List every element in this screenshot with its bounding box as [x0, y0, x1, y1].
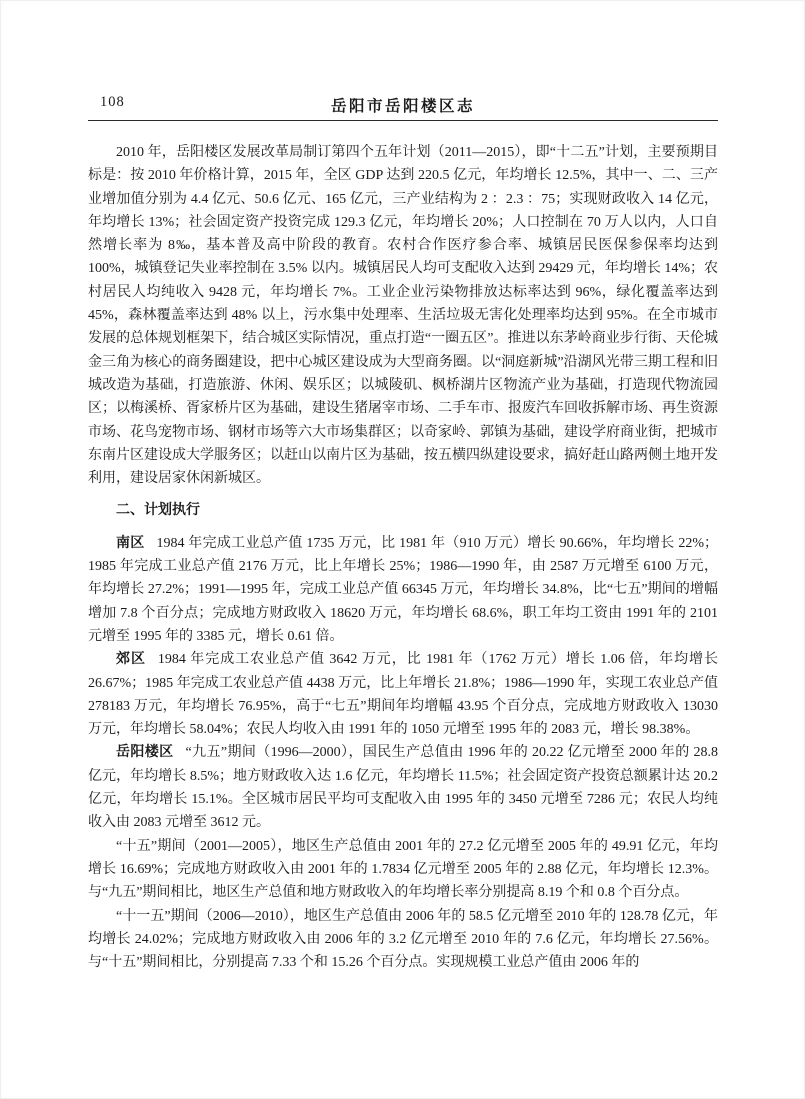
paragraph-shiyiwu — [88, 905, 718, 975]
header-rule — [88, 120, 718, 121]
paragraph-text-yueyanglou: “九五”期间（1996—2000），国民生产总值由 1996 年的 20.22 亿元增至 2000 年的 28.8 亿元，年均增长 8.5%；地方财政收入达 1.6 亿元，年均增长 11.5%；社会固定资产投资总额累计达 20.2 亿元，年均增长 15.1%。全区城市居民平均可支配收入由 1995 年的 3450 元增至 7286 元；农民人均纯收入由 2083 元增至 3612 元。 — [88, 745, 718, 831]
paragraph-label-nanqu: 南区 — [116, 535, 145, 551]
paragraph-text-nanqu: 1984 年完成工业总产值 1735 万元，比 1981 年（910 万元）增长 90.66%，年均增长 22%；1985 年完成工业总产值 2176 万元，比上年增长 25%；1986—1990 年，由 2587 万元增至 6100 万元，年均增长 27.2%；1991—1995 年，完成工业总产值 66345 万元，年均增长 34.8%，比“七五”期间的增幅增加 7.8 个百分点；完成地方财政收入 18620 万元，年均增长 68.6%，职工年均工资由 1991 年的 2101 元增至 1995 年的 3385 元，增长 0.61 倍。 — [88, 535, 719, 644]
paragraph-shiwu — [88, 835, 718, 905]
paragraph-text-shiyiwu: “十一五”期间（2006—2010），地区生产总值由 2006 年的 58.5 亿元增至 2010 年的 128.78 亿元，年均增长 24.02%；完成地方财政收入由 2006 年的 3.2 亿元增至 2010 年的 7.6 亿元，年均增长 27.56%。与“十五”期间相比，分别提高 7.33 个和 15.26 个百分点。实现规模工业总产值由 2006 年的 — [88, 908, 718, 971]
body-text — [88, 141, 718, 974]
paragraph-label-jiaoqu: 郊区 — [116, 652, 146, 668]
paragraph-text-jiaoqu: 1984 年完成工农业总产值 3642 万元，比 1981 年（1762 万元）增长 1.06 倍，年均增长 26.67%；1985 年完成工农业总产值 4438 万元，比上年增长 21.8%；1986—1990 年，实现工农业总产值 278183 万元，年均增长 76.95%，高于“七五”期间年均增幅 43.95 个百分点，完成地方财政收入 13030 万元，年均增长 58.04%；农民人均收入由 1991 年的 1050 元增至 1995 年的 2083 元，增长 98.38%。 — [88, 652, 718, 738]
book-title: 岳阳市岳阳楼区志 — [330, 98, 475, 115]
paragraph-yueyanglou — [88, 741, 718, 834]
page-number: 108 — [100, 94, 125, 110]
paragraph-jiaoqu — [88, 648, 718, 741]
paragraph-label-yueyanglou: 岳阳楼区 — [116, 745, 174, 761]
paragraph-nanqu — [88, 532, 718, 648]
paragraph-intro: 2010 年，岳阳楼区发展改革局制订第四个五年计划（2011—2015），即“十二五”计划，主要预期目标是：按 2010 年价格计算，2015 年，全区 GDP 达到 220.5 亿元，年均增长 12.5%，其中一、二、三产业增加值分别为 4.4 亿元、50.6 亿元、165 亿元，三产业结构为 2 ：2.3 ：75；实现财政收入 14 亿元，年均增长 13%；社会固定资产投资完成 129.3 亿元，年均增长 20%；人口控制在 70 万人以内，人口自然增长率为 8‰，基本普及高中阶段的教育。农村合作医疗参合率、城镇居民医保参保率均达到 100%，城镇登记失业率控制在 3.5% 以内。城镇居民人均可支配收入达到 29429 元，年均增长 14%；农村居民人均纯收入 9428 元，年均增长 7%。工业企业污染物排放达标率达到 96%，绿化覆盖率达到 45%，森林覆盖率达到 48% 以上，污水集中处理率、生活垃圾无害化处理率均达到 95%。在全市城市发展的总体规划框架下，结合城区实际情况，重点打造“一圈五区”。推进以东茅岭商业步行街、天伦城金三角为核心的商务圈建设，把中心城区建设成为大型商务圈。以“洞庭新城”沿湖风光带三期工程和旧城改造为基础，打造旅游、休闲、娱乐区；以城陵矶、枫桥湖片区物流产业为基础，打造现代物流园区；以梅溪桥、胥家桥片区为基础，建设生猪屠宰市场、二手车市、报废汽车回收拆解市场、再生资源市场、花鸟宠物市场、钢材市场等六大市场集群区；以奇家岭、郭镇为基础，建设学府商业街，把城市东南片区建设成大学服务区；以赶山以南片区为基础，按五横四纵建设要求，搞好赶山路两侧土地开发利用，建设居家休闲新城区。 — [88, 145, 718, 487]
page-header — [88, 94, 718, 115]
section-heading: 二、计划执行 — [116, 503, 200, 519]
paragraph-text-shiwu: “十五”期间（2001—2005），地区生产总值由 2001 年的 27.2 亿元增至 2005 年的 49.91 亿元，年均增长 16.69%；完成地方财政收入由 2001 年的 1.7834 亿元增至 2005 年的 2.88 亿元，年均增长 12.3%。与“九五”期间相比，地区生产总值和地方财政收入的年均增长率分别提高 8.19 个和 0.8 个百分点。 — [88, 838, 718, 901]
